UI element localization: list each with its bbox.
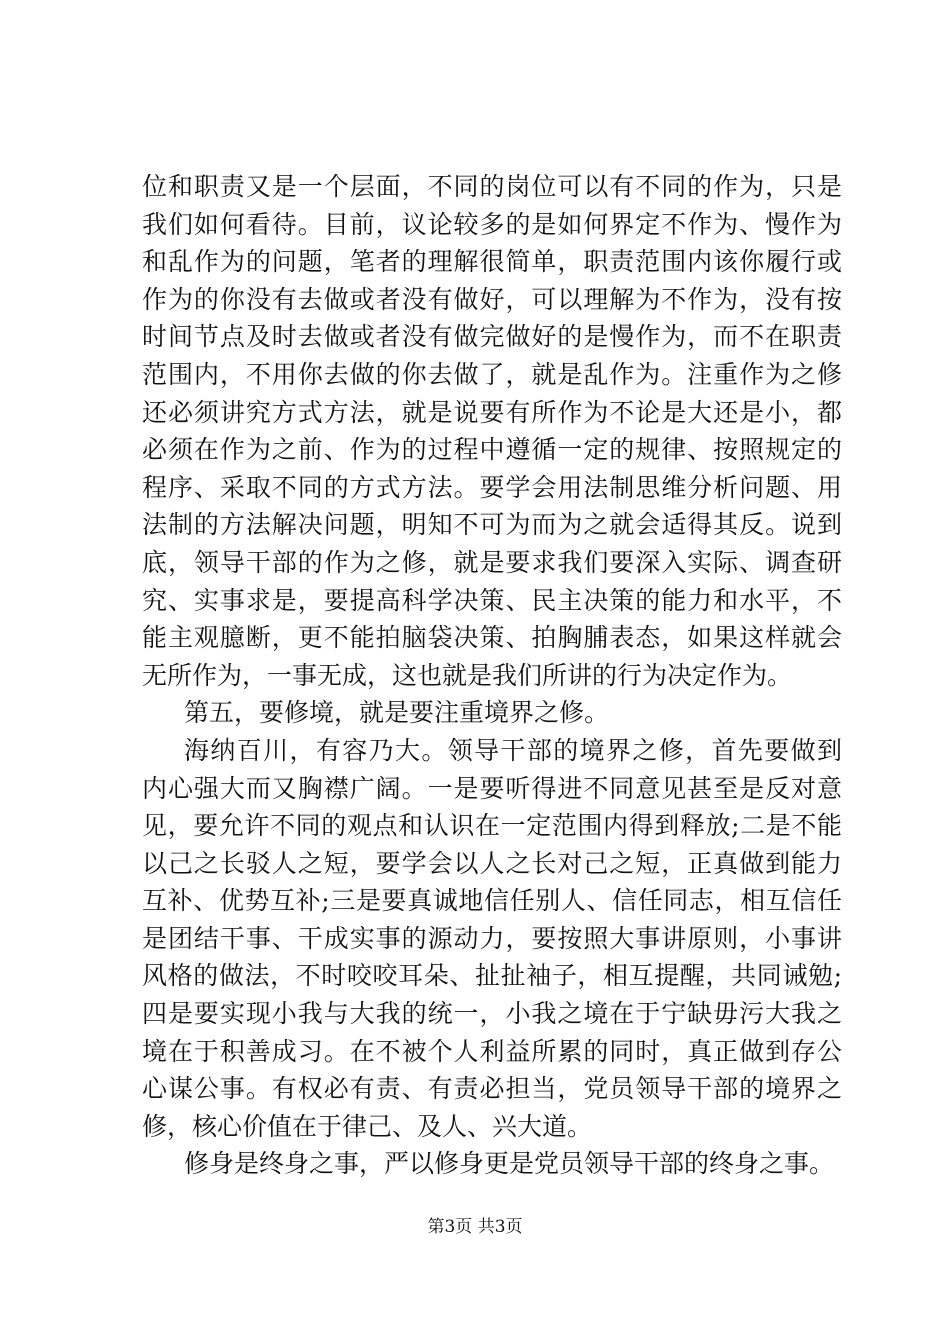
text-line: 能主观臆断，更不能拍脑袋决策、拍胸脯表态，如果这样就会 [142, 623, 842, 653]
page-number-footer: 第3页 共3页 [427, 1217, 523, 1237]
text-line: 心谋公事。有权必有责、有责必担当，党员领导干部的境界之 [142, 1074, 842, 1104]
text-line: 是团结干事、干成实事的源动力，要按照大事讲原则，小事讲 [142, 923, 842, 953]
paragraph-first-line: 海纳百川，有容乃大。领导干部的境界之修，首先要做到 [184, 735, 842, 765]
section-heading: 第五，要修境，就是要注重境界之修。 [184, 698, 610, 728]
text-line: 修，核心价值在于律己、及人、兴大道。 [142, 1111, 593, 1141]
text-line: 底，领导干部的作为之修，就是要求我们要深入实际、调查研 [142, 547, 842, 577]
text-line: 风格的做法，不时咬咬耳朵、扯扯袖子，相互提醒，共同诫勉; [142, 961, 842, 991]
text-line: 程序、采取不同的方式方法。要学会用法制思维分析问题、用 [142, 472, 842, 502]
text-line: 和乱作为的问题，笔者的理解很简单，职责范围内该你履行或 [142, 247, 842, 277]
text-line: 内心强大而又胸襟广阔。一是要听得进不同意见甚至是反对意 [142, 773, 842, 803]
closing-line: 修身是终身之事，严以修身更是党员领导干部的终身之事。 [184, 1149, 835, 1179]
text-line: 作为的你没有去做或者没有做好，可以理解为不作为，没有按 [142, 284, 842, 314]
text-line: 四是要实现小我与大我的统一，小我之境在于宁缺毋污大我之 [142, 999, 842, 1029]
body-text [142, 168, 842, 1183]
text-line: 无所作为，一事无成，这也就是我们所讲的行为决定作为。 [142, 660, 793, 690]
text-line: 互补、优势互补;三是要真诚地信任别人、信任同志，相互信任 [142, 886, 842, 916]
text-line: 我们如何看待。目前，议论较多的是如何界定不作为、慢作为 [142, 209, 842, 239]
text-line: 范围内，不用你去做的你去做了，就是乱作为。注重作为之修 [142, 359, 842, 389]
text-line: 以己之长驳人之短，要学会以人之长对己之短，正真做到能力 [142, 848, 842, 878]
text-line: 还必须讲究方式方法，就是说要有所作为不论是大还是小，都 [142, 397, 842, 427]
text-line: 见，要允许不同的观点和认识在一定范围内得到释放;二是不能 [142, 811, 842, 841]
text-line: 位和职责又是一个层面，不同的岗位可以有不同的作为，只是 [142, 172, 842, 201]
text-line: 究、实事求是，要提高科学决策、民主决策的能力和水平，不 [142, 585, 842, 615]
text-line: 法制的方法解决问题，明知不可为而为之就会适得其反。说到 [142, 510, 842, 540]
text-line: 境在于积善成习。在不被个人利益所累的同时，真正做到存公 [142, 1036, 842, 1066]
text-line: 时间节点及时去做或者没有做完做好的是慢作为，而不在职责 [142, 322, 842, 352]
text-line: 必须在作为之前、作为的过程中遵循一定的规律、按照规定的 [142, 435, 842, 465]
